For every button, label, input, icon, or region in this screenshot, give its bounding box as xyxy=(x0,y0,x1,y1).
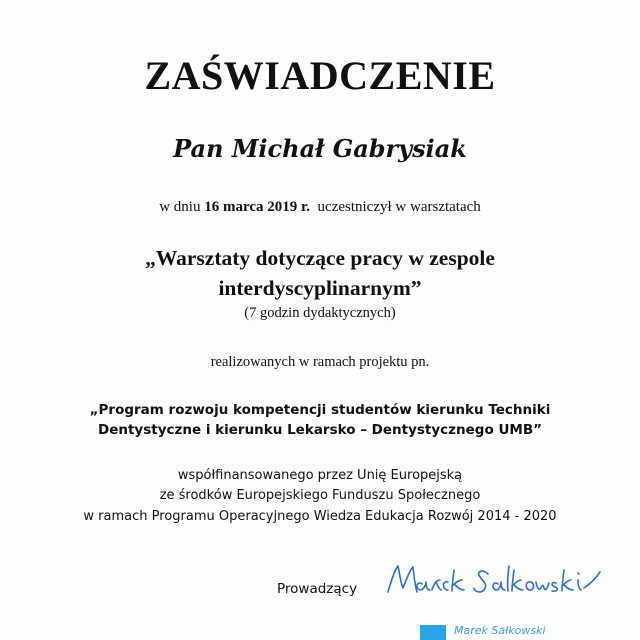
cofinancing-line-2: ze środków Europejskiego Funduszu Społecznego xyxy=(159,488,481,503)
cofinancing-line-1: współfinansowanego przez Unię Europejską xyxy=(177,468,463,483)
cofinancing-line-3: w ramach Programu Operacyjnego Wiedza Edukacja Rozwój 2014 - 2020 xyxy=(83,509,557,524)
workshop-title-line-1: „Warsztaty dotyczące pracy w zespole xyxy=(145,246,495,270)
stamp-logo-icon xyxy=(420,625,446,640)
leader-label: Prowadzący xyxy=(277,581,358,597)
stamp xyxy=(420,622,620,640)
recipient-name: Pan Michał Gabrysiak xyxy=(173,134,467,163)
certificate-title: ZAŚWIADCZENIE xyxy=(144,53,496,98)
workshop-title-line-2: interdyscyplinarnym” xyxy=(218,276,422,300)
program-name-line-1: „Program rozwoju kompetencji studentów kierunku Techniki xyxy=(89,402,551,418)
project-intro: realizowanych w ramach projektu pn. xyxy=(210,354,430,370)
hours-note: (7 godzin dydaktycznych) xyxy=(244,305,396,321)
stamp-text: Marek Sałkowski xyxy=(454,624,546,637)
date-line xyxy=(0,199,640,216)
date-value: 16 marca 2019 r. xyxy=(204,199,311,215)
date-prefix: w dniu xyxy=(159,199,201,215)
signature xyxy=(384,558,604,606)
program-name-line-2: Dentystyczne i kierunku Lekarsko – Dentystycznego UMB” xyxy=(97,422,543,438)
date-suffix: uczestniczył w warsztatach xyxy=(317,199,481,215)
